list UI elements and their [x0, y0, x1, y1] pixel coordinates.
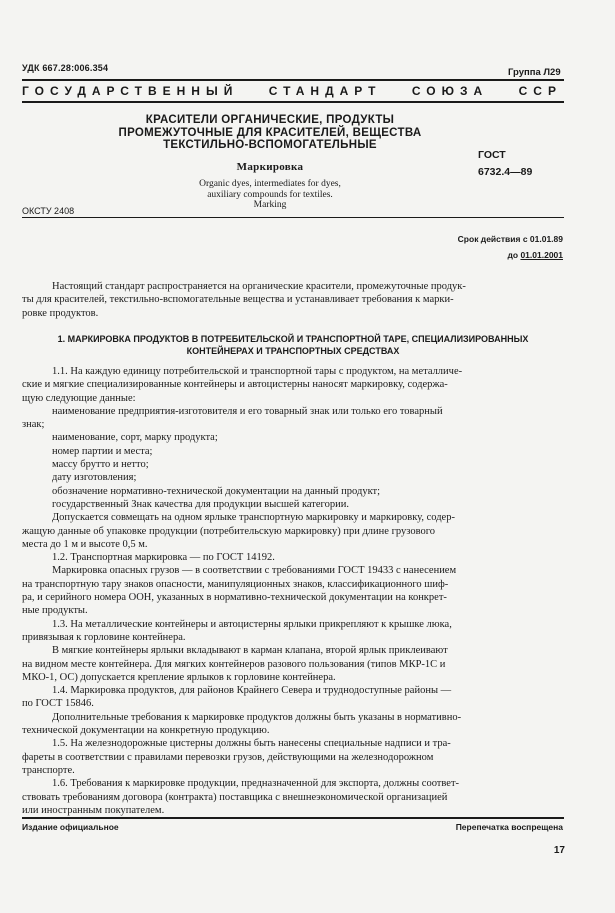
text-line: Дополнительные требования к маркировке продуктов должны быть указаны в нормативно- — [52, 711, 462, 723]
text-line: МКО-1, ОС) допускается крепление ярлыков к горловине контейнера. — [22, 671, 336, 683]
group-code: Группа Л29 — [508, 67, 561, 78]
text-line: 1.5. На железнодорожные цистерны должны быть нанесены специальные надписи и тра- — [52, 738, 451, 750]
gost-label: ГОСТ — [478, 149, 506, 161]
section-heading-line: КОНТЕЙНЕРАХ И ТРАНСПОРТНЫХ СРЕДСТВАХ — [186, 346, 400, 356]
text-line: 1.3. На металлические контейнеры и автоцистерны ярлыки прикрепляют к крышке люка, — [52, 618, 452, 630]
english-title-line: Organic dyes, intermediates for dyes, — [199, 179, 341, 189]
title-bottom-rule — [22, 217, 564, 218]
state-standard-word: СТАНДАРТ — [268, 84, 382, 98]
section-body — [22, 365, 564, 817]
text-line: технической документации на конкретную продукцию. — [22, 725, 270, 737]
document-title — [60, 114, 480, 211]
validity-to-prefix: до — [507, 250, 521, 260]
english-title-line: Marking — [253, 200, 287, 210]
validity-period — [458, 231, 563, 263]
text-line: на транспортную тару знаков опасности, манипуляционных знаков, классификационного шиф- — [22, 578, 449, 590]
text-line: 1.6. Требования к маркировке продукции, предназначенной для экспорта, должны соответ- — [52, 778, 460, 790]
text-line: В мягкие контейнеры ярлыки вкладывают в карман клапана, второй ярлык приклеивают — [52, 645, 448, 657]
text-line: массу брутто и нетто; — [52, 459, 149, 471]
gost-number: 6732.4—89 — [478, 166, 533, 178]
udk-code: УДК 667.28:006.354 — [22, 63, 109, 73]
page-number: 17 — [553, 845, 565, 856]
text-line: или иностранным покупателем. — [22, 804, 165, 816]
text-line: знак; — [22, 419, 45, 431]
state-standard-word: ГОСУДАРСТВЕННЫЙ — [22, 84, 239, 98]
text-line: ра, и серийного номера ООН, указанных в нормативно-технической документации на конкрет- — [22, 592, 447, 604]
top-rule — [22, 79, 564, 81]
text-line: ты для красителей, текстильно-вспомогательные вещества и устанавливает требования к марки- — [22, 294, 454, 306]
text-line: 1.4. Маркировка продуктов, для районов Крайнего Севера и труднодоступные районы — — [52, 685, 452, 697]
state-standard-heading — [22, 84, 562, 98]
validity-to-date: 01.01.2001 — [520, 250, 563, 260]
okstu-code: ОКСТУ 2408 — [22, 206, 75, 216]
text-line: щую следующие данные: — [22, 392, 136, 404]
gost-designation — [478, 147, 532, 181]
state-standard-word: ССР — [518, 84, 562, 98]
text-line: номер партии и места; — [52, 445, 153, 457]
text-line: по ГОСТ 15846. — [22, 698, 94, 710]
text-line: транспорте. — [22, 764, 75, 776]
text-line: ские и мягкие специализированные контейнеры и автоцистерны наносят маркировку, содержа- — [22, 379, 448, 391]
section-heading-line: 1. МАРКИРОВКА ПРОДУКТОВ В ПОТРЕБИТЕЛЬСКОЙ И ТРАНСПОРТНОЙ ТАРЕ, СПЕЦИАЛИЗИРОВАННЫХ — [57, 334, 529, 344]
text-line: 1.2. Транспортная маркировка — по ГОСТ 14192. — [52, 552, 275, 564]
section-heading — [22, 333, 564, 357]
text-line: привязывая к горловине контейнера. — [22, 631, 186, 643]
text-line: Маркировка опасных грузов — в соответствии с требованиями ГОСТ 19433 с нанесением — [52, 565, 457, 577]
text-line: ствовать требованиям договора (контракта) поставщика с внешнеэкономической организацией — [22, 791, 448, 803]
text-line: 1.1. На каждую единицу потребительской и транспортной тары с продуктом, на металличе- — [52, 366, 463, 377]
header-rule — [22, 101, 564, 103]
reprint-prohibited-note: Перепечатка воспрещена — [455, 822, 563, 832]
text-line: ные продукты. — [22, 605, 88, 617]
text-line: на видном месте контейнера. Для мягких контейнеров разового пользования (типов МКР-1С и — [22, 658, 446, 670]
text-line: ровке продуктов. — [22, 307, 99, 319]
validity-from: Срок действия с 01.01.89 — [457, 234, 563, 244]
english-title — [60, 179, 480, 211]
text-line: наименование, сорт, марку продукта; — [52, 432, 218, 444]
text-line: места до 1 м и высоте 0,5 м. — [22, 538, 148, 550]
document-subtitle: Маркировка — [236, 160, 304, 173]
official-edition-note: Издание официальное — [22, 822, 119, 832]
text-line: государственный Знак качества для продукции высшей категории. — [52, 498, 349, 510]
english-title-line: auxiliary compounds for textiles. — [207, 189, 333, 200]
text-line: дату изготовления; — [52, 472, 137, 484]
footer-rule — [22, 817, 564, 819]
state-standard-word: СОЮЗА — [411, 84, 489, 98]
text-line: наименование предприятия-изготовителя и его товарный знак или только его товарный — [52, 405, 443, 417]
text-line: жащую данные об упаковке продукции (потребительскую маркировку) при длине грузового — [22, 525, 436, 537]
text-line: обозначение нормативно-технической документации на данный продукт; — [52, 485, 381, 497]
text-line: фареты в соответствии с правилами перевозки грузов, действующими на железнодорожном — [22, 751, 434, 763]
intro-paragraph — [22, 280, 564, 320]
title-line: ТЕКСТИЛЬНО-ВСПОМОГАТЕЛЬНЫЕ — [163, 139, 377, 151]
validity-to — [458, 247, 563, 263]
title-line: ПРОМЕЖУТОЧНЫЕ ДЛЯ КРАСИТЕЛЕЙ, ВЕЩЕСТВА — [118, 126, 422, 139]
title-line: КРАСИТЕЛИ ОРГАНИЧЕСКИЕ, ПРОДУКТЫ — [145, 114, 395, 126]
text-line: Настоящий стандарт распространяется на органические красители, промежуточные продук- — [52, 281, 466, 292]
text-line: Допускается совмещать на одном ярлыке транспортную маркировку и маркировку, содер- — [52, 512, 455, 524]
